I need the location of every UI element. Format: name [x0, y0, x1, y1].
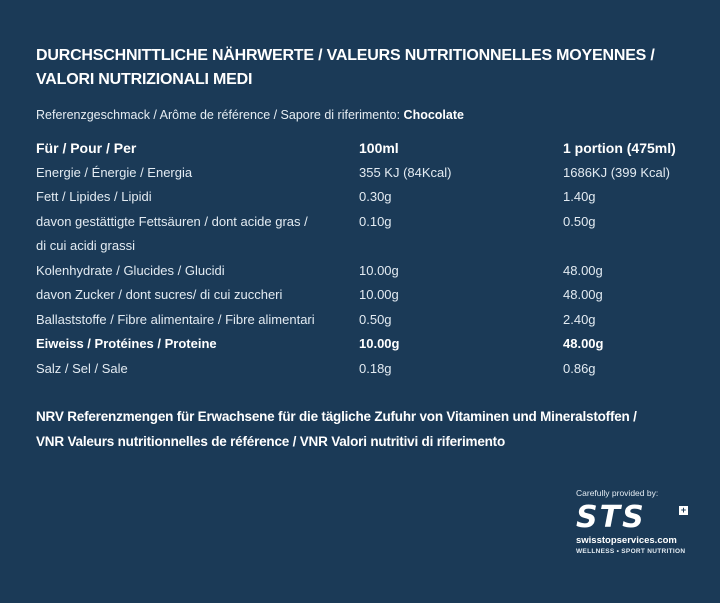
value-100ml: 10.00g — [359, 262, 399, 278]
nutrient-name: Kolenhydrate / Glucides / Glucidi — [36, 262, 225, 278]
provided-by-text: Carefully provided by: — [576, 488, 659, 498]
value-portion: 48.00g — [563, 262, 603, 278]
nutrient-name — [36, 210, 359, 259]
swiss-cross-icon: + — [680, 505, 687, 515]
value-100ml: 0.18g — [359, 360, 392, 376]
table-row — [36, 210, 676, 259]
value-portion: 1.40g — [563, 189, 596, 204]
value-100ml: 355 KJ (84Kcal) — [359, 164, 452, 180]
flavor-label: Referenzgeschmack / Arôme de référence / Sapore di riferimento: — [36, 108, 404, 122]
nutrient-name: Eiweiss / Protéines / Proteine — [36, 336, 217, 351]
value-100ml: 0.30g — [359, 189, 392, 204]
reference-flavor — [36, 106, 464, 124]
table-row — [36, 357, 676, 382]
value-100ml: 10.00g — [359, 287, 399, 302]
header-100ml: 100ml — [359, 140, 399, 156]
value-portion: 0.86g — [563, 360, 596, 376]
sts-mark: STS — [576, 500, 646, 535]
nutrient-name-line-1: davon gestättigte Fettsäuren / dont acide gras / — [36, 213, 308, 229]
value-100ml: 10.00g — [359, 336, 400, 351]
value-portion: 48.00g — [563, 287, 603, 302]
table-row — [36, 308, 676, 333]
header-per: Für / Pour / Per — [36, 140, 137, 156]
nutrient-name: Ballaststoffe / Fibre alimentaire / Fibre alimentari — [36, 311, 315, 327]
nutrient-name: Salz / Sel / Sale — [36, 360, 128, 376]
title-line-1: DURCHSCHNITTLICHE NÄHRWERTE / VALEURS NUTRITIONNELLES MOYENNES / — [36, 47, 655, 64]
nutrition-title — [36, 44, 696, 92]
logo-domain: swisstopservices.com — [576, 535, 677, 546]
nutrient-name: davon Zucker / dont sucres/ di cui zuccheri — [36, 287, 283, 302]
table-row — [36, 332, 676, 357]
value-portion: 0.50g — [563, 213, 596, 229]
nutrient-name: Energie / Énergie / Energia — [36, 164, 193, 180]
logo-tagline: WELLNESS • SPORT NUTRITION — [576, 548, 686, 555]
nrv-line-2: VNR Valeurs nutritionnelles de référence / VNR Valori nutritivi di riferimento — [36, 434, 506, 449]
table-row — [36, 161, 676, 186]
value-portion: 1686KJ (399 Kcal) — [563, 164, 670, 180]
table-row — [36, 259, 676, 284]
flavor-value: Chocolate — [403, 108, 464, 122]
table-header-row — [36, 136, 676, 161]
header-portion: 1 portion (475ml) — [563, 140, 676, 156]
nrv-note — [36, 404, 696, 454]
sts-logo — [576, 488, 696, 555]
nrv-line-1: NRV Referenzmengen für Erwachsene für die tägliche Zufuhr von Vitaminen und Mineralstoffen / — [36, 409, 637, 424]
value-portion: 48.00g — [563, 336, 604, 351]
sts-wordmark — [576, 500, 688, 535]
table-row — [36, 283, 676, 308]
value-100ml: 0.10g — [359, 213, 392, 229]
table-row — [36, 185, 676, 210]
title-line-2: VALORI NUTRIZIONALI MEDI — [36, 71, 253, 88]
nutrient-name-line-2: di cui acidi grassi — [36, 238, 135, 253]
nutrient-name: Fett / Lipides / Lipidi — [36, 189, 152, 204]
value-portion: 2.40g — [563, 311, 596, 327]
nutrition-table — [36, 136, 676, 381]
value-100ml: 0.50g — [359, 311, 392, 327]
